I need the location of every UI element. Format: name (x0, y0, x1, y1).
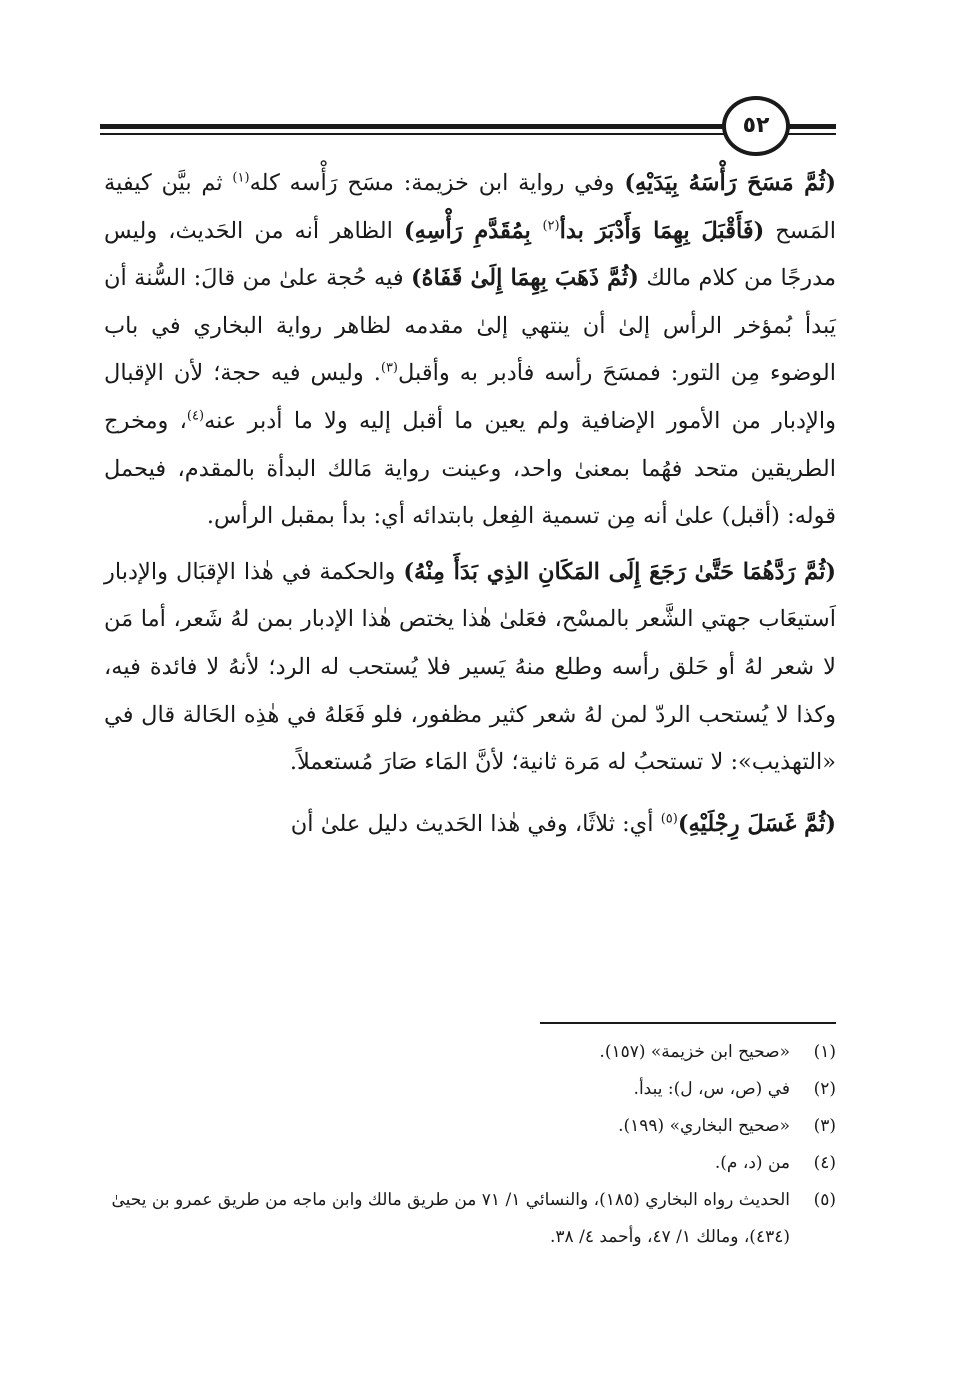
footnote-number: (٢) (813, 1079, 836, 1099)
footnote-separator (540, 1022, 836, 1024)
commentary-text: . وليس فيه حجة؛ لأن الإقبال والإدبار من الأمور الإضافية ولم يعين ما أقبل إليه ولا ما أدبر عنه (104, 360, 836, 434)
paragraph (104, 549, 836, 787)
body-text (104, 160, 836, 848)
commentary-text: فيه حُجة علىٰ من قالَ: السُّنة أن يَبدأ بُمؤخر الرأس إلىٰ أن ينتهي إلىٰ مقدمه لظاهر رواية البخاري في باب الوضوء مِن التور: فمسَحَ رأسه فأدبر به وأقبل (104, 265, 836, 387)
commentary-text: ، ومخرج الطريقين متحد فهُما بمعنىٰ واحد، وعينت رواية مَالك البدأة بالمقدم، فيحمل قوله: (أقبل) علىٰ أنه مِن تسمية الفِعل بابتدائه أي: بدأ بمقبل الرأس. (104, 407, 836, 530)
footnote-number: (٣) (813, 1116, 836, 1136)
page-number: ٥٢ (742, 113, 770, 138)
hadith-quote: (فَأَقْبَلَ بِهِمَا وَأَدْبَرَ بدأ (559, 217, 765, 244)
footnote-number: (٥) (813, 1190, 836, 1210)
footnote-marker: (٥) (660, 811, 678, 827)
commentary-text: والحكمة في هٰذا الإقبَال والإدبار اَستيعَاب جهتي الشَّعر بالمسْح، فعَلىٰ هٰذا يختص هٰذا الإدبار بمن لهُ شَعر، أما مَن لا شعر لهُ أو حَلق رأسه وطلع منهُ يَسير فلا يُستحب له الرد؛ لأنهُ لا فائدة فيه، وكذا لا يُستحب الردّ لمن لهُ شعر كثير مظفور، فلو فَعَلهُ في هٰذِه الحَالة قال في «التهذيب»: لا تستحبُ له مَرة ثانية؛ لأنَّ المَاء صَارَ مُستعملاً. (104, 558, 836, 776)
footnote (104, 1182, 836, 1256)
footnote-text: «صحيح البخاري» (١٩٩). (618, 1116, 790, 1136)
footnote-text: «صحيح ابن خزيمة» (١٥٧). (599, 1042, 790, 1062)
footnote (104, 1034, 836, 1071)
footnote-number: (٤) (813, 1153, 836, 1173)
footnote (104, 1071, 836, 1108)
hadith-quote: (ثُمَّ مَسَحَ رَأْسَهُ بِيَدَيْهِ) (624, 170, 837, 196)
paragraph (104, 801, 836, 849)
commentary-text: وفي رواية ابن خزيمة: مسَح رَأْسه كله (249, 170, 625, 196)
hadith-quote: (ثُمَّ رَدَّهُمَا حَتَّىٰ رَجَعَ إِلَى المَكَانِ الذِي بَدَأَ مِنْهُ) (403, 558, 836, 585)
footnote-text: الحديث رواه البخاري (١٨٥)، والنسائي ١/ ٧١ من طريق مالك وابن ماجه من طريق عمرو بن يحيىٰ (٤٣٤)، ومالك ١/ ٤٧، وأحمد ٤/ ٣٨. (111, 1190, 790, 1247)
footnotes (104, 1034, 836, 1256)
footnote-marker: (١) (232, 170, 250, 186)
commentary-text: الظاهر أنه من الحَديث، وليس مدرجًا من كلام مالك (104, 217, 837, 292)
footnote-number: (١) (813, 1042, 836, 1062)
footnote (104, 1145, 836, 1182)
footnote-text: من (د، م). (714, 1153, 790, 1173)
footnote-marker: (٢) (542, 218, 560, 234)
commentary-text: أي: ثلاثًا، وفي هٰذا الحَديث دليل علىٰ أن (290, 810, 661, 837)
footnote-marker: (٤) (186, 408, 205, 424)
hadith-quote: (ثُمَّ غَسَلَ رِجْلَيْهِ) (677, 810, 836, 837)
footnote (104, 1108, 836, 1145)
commentary-text: ثم بيَّن كيفية المَسح (104, 170, 836, 244)
footnote-marker: (٣) (380, 360, 398, 376)
hadith-quote: بِمُقَدَّمِ رَأْسِهِ) (403, 217, 543, 244)
footnote-text: في (ص، س، ل): يبدأ. (633, 1079, 790, 1099)
page-header (100, 94, 836, 160)
paragraph (104, 160, 836, 541)
page-number-badge (722, 96, 790, 156)
hadith-quote: (ثُمَّ ذَهَبَ بِهِمَا إِلَىٰ قَفَاهُ) (411, 265, 639, 292)
